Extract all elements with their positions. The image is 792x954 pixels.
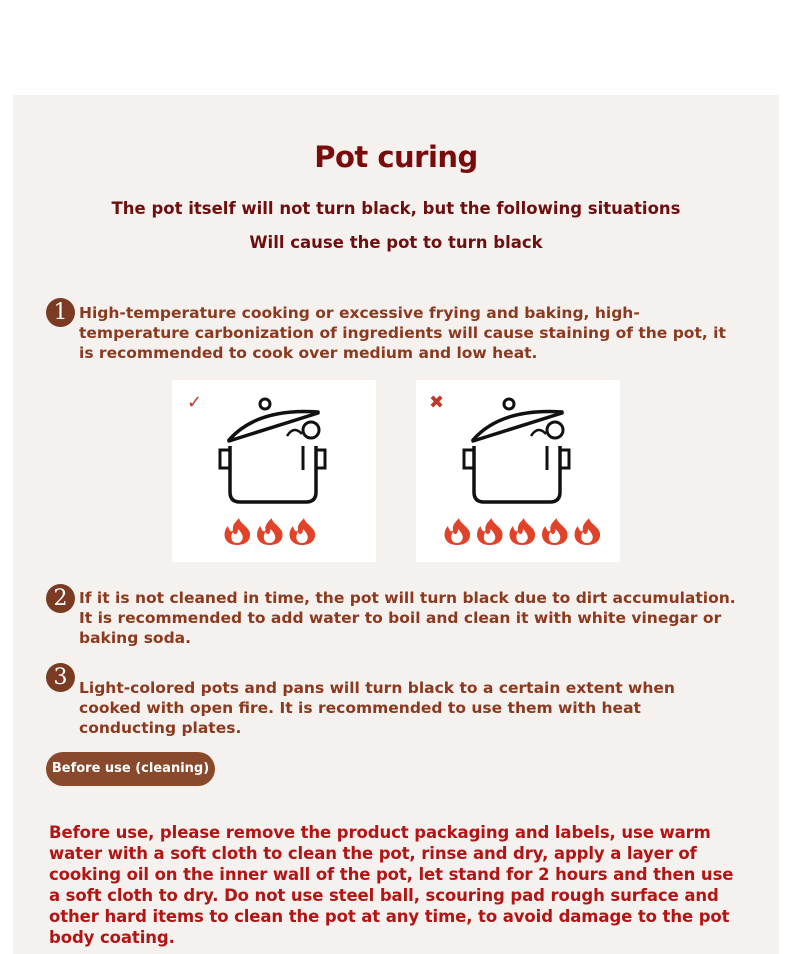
- cleaning-instructions: Before use, please remove the product packaging and labels, use warm water with a soft cloth to clean the pot, rinse and dry, apply a layer of cooking oil on the inner wall of the pot, let stand for 2 hours and then use a soft cloth to dry. Do not use steel ball, scouring pad rough surface and other hard items to clean the pot at any time, to avoid damage to the pot body coating.: [49, 823, 734, 947]
- cross-mark-icon: ✖: [429, 392, 445, 413]
- subtitle-line-1: The pot itself will not turn black, but the following situations: [111, 199, 681, 218]
- step-text-3: Light-colored pots and pans will turn black to a certain extent when cooked with open fire. It is recommended to use them with heat conducting plates.: [79, 679, 675, 737]
- step-number-3: 3: [46, 663, 75, 692]
- pot-icon: [416, 380, 620, 562]
- step-number-1: 1: [46, 298, 75, 327]
- section-badge-before-use: Before use (cleaning): [46, 752, 215, 786]
- step-text-2: If it is not cleaned in time, the pot will turn black due to dirt accumulation. It is recommended to add water to boil and clean it with white vinegar or baking soda.: [79, 589, 736, 647]
- pot-icon: [172, 380, 376, 562]
- check-mark-icon: ✓: [187, 392, 203, 413]
- step-text-1: High-temperature cooking or excessive frying and baking, high-temperature carbonization of ingredients will cause staining of the pot, it is recommended to cook over medium and low heat.: [79, 304, 726, 362]
- flame-icons: [445, 518, 601, 545]
- page-title: Pot curing: [314, 140, 478, 174]
- subtitle-line-2: Will cause the pot to turn black: [249, 233, 543, 252]
- flame-icons: [225, 518, 316, 545]
- illustration-correct: [172, 380, 376, 562]
- illustration-wrong: [416, 380, 620, 562]
- step-number-2: 2: [46, 584, 75, 613]
